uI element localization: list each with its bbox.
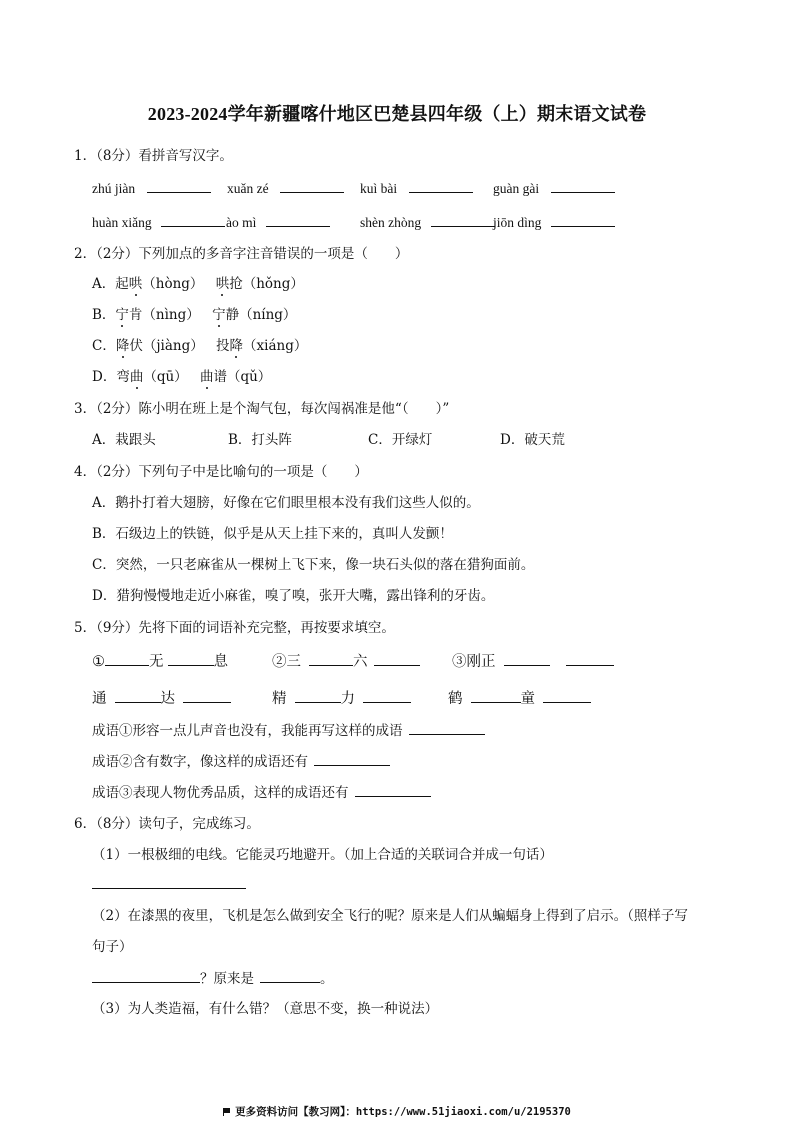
q4-stem: 4．（2分）下列句子中是比喻句的一项是（ ） [74, 464, 368, 480]
answer-blank[interactable] [309, 651, 353, 666]
q1-item8 [493, 212, 615, 233]
pinyin-2: xuǎn zé [227, 181, 269, 196]
char: 谱 [213, 369, 227, 385]
q5-line-1 [92, 720, 485, 741]
q6-sentence-3: （3）为人类造福，有什么错？（意思不变，换一种说法） [92, 1001, 439, 1017]
q6-sentence-2-cont: 句子） [92, 939, 133, 955]
flag-icon [223, 1108, 231, 1116]
prompt-text: ？原来是 [200, 971, 254, 987]
q3-option-b[interactable]: B．打头阵 [228, 432, 292, 448]
footer-link[interactable] [0, 1104, 794, 1119]
option-label: C． [92, 338, 116, 354]
idiom-char: 鹤 [448, 691, 463, 707]
answer-blank[interactable] [260, 968, 320, 983]
pinyin-5: huàn xiǎng [92, 215, 152, 230]
char: 肯 [128, 307, 143, 323]
pinyin: （hòng） [142, 276, 204, 292]
q6-sentence-2: （2）在漆黑的夜里，飞机是怎么做到安全飞行的呢？原来是人们从蝙蝠身上得到了启示。（照样子写 [92, 908, 688, 924]
char: 静 [225, 307, 240, 323]
q1-item4 [493, 178, 615, 199]
answer-blank[interactable] [355, 782, 431, 797]
dotted-char: 曲 [129, 369, 144, 385]
answer-blank[interactable] [280, 178, 344, 193]
answer-blank[interactable] [566, 651, 614, 666]
pinyin-6: ào mì [226, 215, 257, 230]
q1-item3 [360, 178, 473, 199]
q3-option-c[interactable]: C．开绿灯 [368, 432, 433, 448]
idiom-char: 无 [149, 654, 164, 670]
q2-option-d[interactable] [92, 367, 271, 387]
q2-option-a[interactable] [92, 274, 304, 294]
q5-idiom-4 [92, 688, 231, 709]
q1-item6 [226, 212, 330, 233]
answer-blank[interactable] [409, 178, 473, 193]
q6-sentence-2-answer [92, 968, 334, 989]
answer-blank[interactable] [168, 651, 214, 666]
q2-option-b[interactable] [92, 305, 296, 325]
pinyin-7: shèn zhòng [360, 215, 422, 230]
period: 。 [320, 971, 334, 987]
idiom-char: 六 [353, 654, 368, 670]
char: 起 [115, 276, 129, 292]
dotted-char: 曲 [199, 369, 214, 385]
q5-idiom-5 [272, 688, 411, 709]
pinyin: （xiáng） [243, 338, 308, 354]
pinyin: （qū） [143, 369, 188, 385]
char: 抢 [229, 276, 243, 292]
answer-blank[interactable] [105, 651, 149, 666]
answer-blank[interactable] [115, 688, 161, 703]
answer-blank[interactable] [551, 212, 615, 227]
answer-blank[interactable] [431, 212, 495, 227]
q4-option-a[interactable]: A．鹅扑打着大翅膀，好像在它们眼里根本没有我们这些人似的。 [92, 495, 480, 511]
idiom-char: 息 [213, 654, 228, 670]
prompt-text: 成语②含有数字，像这样的成语还有 [92, 754, 308, 770]
q4-option-c[interactable]: C．突然，一只老麻雀从一棵树上飞下来，像一块石头似的落在猎狗面前。 [92, 557, 535, 573]
q5-idiom-6 [448, 688, 591, 709]
dotted-char: 降 [115, 338, 130, 354]
q3-stem: 3．（2分）陈小明在班上是个淘气包，每次闯祸准是他“（ ）” [74, 401, 450, 417]
idiom-char: 达 [160, 691, 175, 707]
answer-blank[interactable] [504, 651, 550, 666]
q1-item5 [92, 212, 225, 233]
q5-idiom-1 [92, 651, 228, 672]
q1-row1 [92, 178, 211, 199]
page-title: 2023-2024学年新疆喀什地区巴楚县四年级（上）期末语文试卷 [147, 104, 647, 124]
answer-blank[interactable] [314, 751, 390, 766]
pinyin: （hǒng） [242, 276, 304, 292]
pinyin-3: kuì bài [360, 181, 398, 196]
dotted-char: 宁 [115, 307, 129, 323]
q5-line-2 [92, 751, 390, 772]
pinyin-4: guàn gài [493, 181, 540, 196]
pinyin: （qǔ） [226, 369, 272, 385]
prompt-text: 成语①形容一点儿声音也没有，我能再写这样的成语 [92, 723, 403, 739]
q1-stem: 1．（8分）看拼音写汉字。 [74, 148, 233, 164]
dotted-char: 哄 [215, 276, 230, 292]
dotted-char: 宁 [212, 307, 226, 323]
idiom-char: 精 [272, 691, 287, 707]
answer-blank[interactable] [543, 688, 591, 703]
option-label: A． [92, 276, 116, 292]
pinyin: （níng） [239, 307, 297, 323]
idiom-char: 力 [340, 691, 355, 707]
q4-option-d[interactable]: D．猎狗慢慢地走近小麻雀，嗅了嗅，张开大嘴，露出锋利的牙齿。 [92, 588, 495, 604]
answer-blank[interactable] [551, 178, 615, 193]
answer-blank[interactable] [183, 688, 231, 703]
q5-line-3 [92, 782, 431, 803]
char: 弯 [116, 369, 130, 385]
pinyin: （jiàng） [142, 338, 204, 354]
answer-blank[interactable] [147, 178, 211, 193]
idiom-start: ③刚正 [452, 654, 496, 670]
answer-blank[interactable] [266, 212, 330, 227]
option-label: D． [92, 369, 117, 385]
q1-item2 [227, 178, 344, 199]
pinyin: （nìng） [142, 307, 200, 323]
answer-blank[interactable] [161, 212, 225, 227]
char: 投 [216, 338, 230, 354]
pinyin-1: zhú jiàn [92, 181, 136, 196]
answer-blank[interactable] [92, 968, 200, 983]
q2-stem: 2．（2分）下列加点的多音字注音错误的一项是（ ） [74, 246, 409, 262]
answer-blank[interactable] [295, 688, 341, 703]
q2-option-c[interactable] [92, 336, 307, 356]
pinyin-8: jiōn dìng [493, 215, 542, 230]
footer-text: 更多资料访问【教习网】：https://www.51jiaoxi.com/u/2195370 [235, 1106, 571, 1118]
idiom-char: 童 [520, 691, 535, 707]
answer-line[interactable] [92, 888, 246, 889]
char: 伏 [129, 338, 143, 354]
idiom-start: ②三 [272, 654, 301, 670]
answer-blank[interactable] [363, 688, 411, 703]
q5-idiom-2 [272, 651, 420, 672]
idiom-char: 通 [92, 691, 107, 707]
q3-option-a[interactable]: A．栽跟头 [92, 432, 156, 448]
answer-blank[interactable] [409, 720, 485, 735]
answer-blank[interactable] [374, 651, 420, 666]
q3-option-d[interactable]: D．破天荒 [500, 432, 565, 448]
q5-idiom-3 [452, 651, 614, 672]
q6-stem: 6．（8分）读句子，完成练习。 [74, 816, 260, 832]
answer-blank[interactable] [471, 688, 521, 703]
q5-stem: 5．（9分）先将下面的词语补充完整，再按要求填空。 [74, 620, 395, 636]
q6-sentence-1: （1）一根极细的电线。它能灵巧地避开。（加上合适的关联词合并成一句话） [92, 847, 553, 863]
q4-option-b[interactable]: B．石级边上的铁链，似乎是从天上挂下来的，真叫人发颤！ [92, 526, 453, 542]
q1-item7 [360, 212, 495, 233]
option-label: B． [92, 307, 116, 323]
circled-number: ① [92, 654, 105, 670]
dotted-char: 哄 [128, 276, 143, 292]
dotted-char: 降 [229, 338, 244, 354]
prompt-text: 成语③表现人物优秀品质，这样的成语还有 [92, 785, 349, 801]
